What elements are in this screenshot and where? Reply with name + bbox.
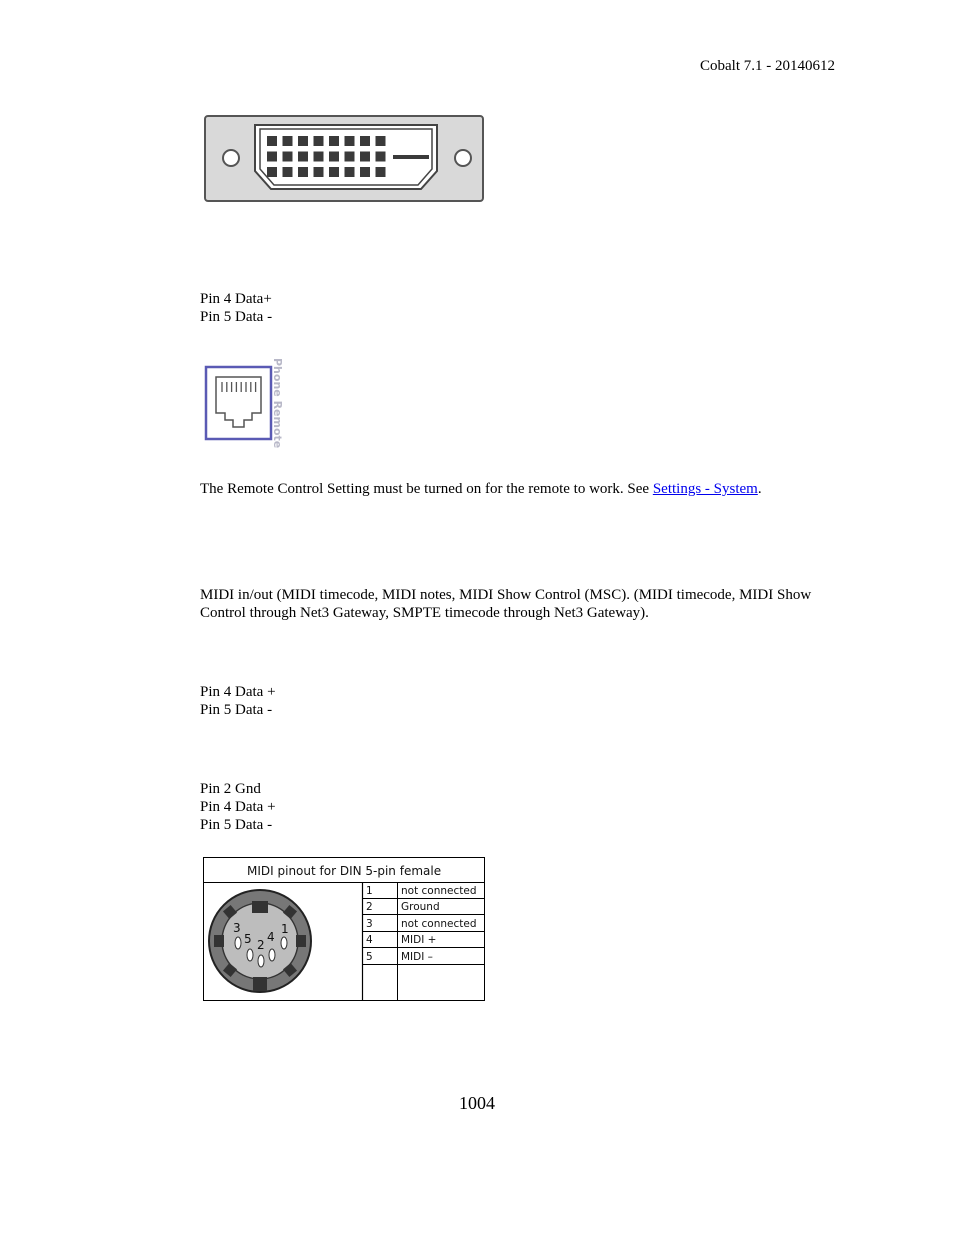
dvi-pin: [345, 167, 355, 177]
dvi-pin: [329, 152, 339, 162]
midi-table-desc: not connected: [401, 885, 477, 897]
midi-table-pin: 5: [366, 951, 373, 963]
midi-pinout-figure: [203, 857, 485, 1001]
dvi-pin: [376, 152, 386, 162]
din-pin-label: 5: [244, 932, 252, 946]
dvi-pin: [314, 136, 324, 146]
dvi-pin: [283, 136, 293, 146]
dvi-pin: [345, 152, 355, 162]
dvi-pin: [267, 152, 277, 162]
phone-remote-port-image: [203, 358, 289, 452]
dvi-pin: [314, 152, 324, 162]
settings-system-link[interactable]: Settings - System: [652, 481, 758, 497]
din-pin-label: 4: [267, 930, 275, 944]
midi-pin2-gnd-text: Pin 2 Gnd: [200, 781, 261, 797]
dvi-screw-left-icon: [223, 150, 239, 166]
remote-control-note: The Remote Control Setting must be turned on for the remote to work. See Settings - System.: [200, 481, 762, 497]
midi-pin5-text: Pin 5 Data -: [200, 702, 273, 718]
midi-table-pin: 4: [366, 934, 373, 946]
dvi-pin: [360, 167, 370, 177]
midi-pin4-text: Pin 4 Data +: [200, 684, 276, 700]
dvi-screw-right-icon: [455, 150, 471, 166]
midi-description-line2: Control through Net3 Gateway, SMPTE timecode through Net3 Gateway).: [200, 605, 649, 621]
midi-pinout-title: MIDI pinout for DIN 5-pin female: [247, 864, 442, 878]
dvi-pin: [267, 136, 277, 146]
dvi-pin: [283, 152, 293, 162]
midi-table-desc: not connected: [401, 918, 477, 930]
dvi-pin: [329, 136, 339, 146]
dvi-pin5-text: Pin 5 Data -: [200, 309, 273, 325]
midi-table-pin: 3: [366, 918, 373, 930]
phone-remote-label: Phone Remote: [271, 358, 284, 449]
dvi-pin: [283, 167, 293, 177]
dvi-pin: [376, 167, 386, 177]
page-number: 1004: [459, 1093, 495, 1113]
dvi-pin: [360, 136, 370, 146]
midi-pin4-text-2: Pin 4 Data +: [200, 799, 276, 815]
dvi-pin: [298, 167, 308, 177]
midi-table-desc: Ground: [401, 901, 440, 913]
midi-pin5-text-2: Pin 5 Data -: [200, 817, 273, 833]
dvi-pin: [314, 167, 324, 177]
dvi-pin4-text: Pin 4 Data+: [200, 291, 272, 307]
din-5pin-connector-icon: [209, 890, 311, 992]
midi-table-desc: MIDI –: [401, 951, 433, 963]
midi-table-desc: MIDI +: [401, 934, 437, 946]
din-pin-label: 2: [257, 938, 265, 952]
midi-description-line1: MIDI in/out (MIDI timecode, MIDI notes, MIDI Show Control (MSC). (MIDI timecode, MIDI Show: [200, 587, 812, 603]
dvi-pin: [298, 152, 308, 162]
midi-table-pin: 1: [366, 885, 373, 897]
document-version: Cobalt 7.1 - 20140612: [700, 58, 835, 74]
dvi-pin: [376, 136, 386, 146]
din-pin-label: 3: [233, 921, 241, 935]
dvi-pin: [345, 136, 355, 146]
din-pin-label: 1: [281, 922, 289, 936]
midi-table-pin: 2: [366, 901, 373, 913]
dvi-pin: [329, 167, 339, 177]
dvi-connector-image: [203, 113, 486, 205]
dvi-pin: [267, 167, 277, 177]
dvi-pin: [360, 152, 370, 162]
dvi-pin: [298, 136, 308, 146]
